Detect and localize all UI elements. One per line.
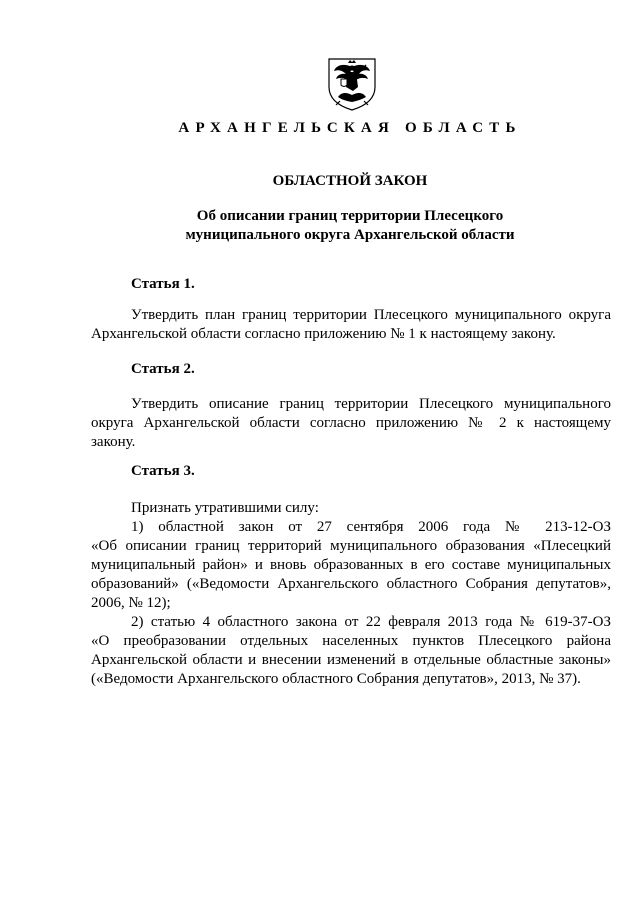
text-line: Утвердить описание границ территории Плесецкого муниципального xyxy=(131,396,611,412)
article-1-heading: Статья 1. xyxy=(131,276,195,292)
text-line: Утвердить план границ территории Плесецкого муниципального округа xyxy=(131,307,611,323)
article-1-text xyxy=(91,306,611,344)
text-line: 2) статью 4 областного закона от 22 февраля 2013 года № 619-37-ОЗ xyxy=(131,614,611,630)
text-line: «Об описании границ территорий муниципального образования «Плесецкий xyxy=(91,538,611,554)
text-line: («Ведомости Архангельского областного Собрания депутатов», 2013, № 37). xyxy=(91,671,581,687)
article-3-text xyxy=(91,499,611,689)
text-line: Архангельской области согласно приложению № 1 к настоящему закону. xyxy=(91,326,556,342)
article-2-heading: Статья 2. xyxy=(131,361,195,377)
text-line: 1) областной закон от 27 сентября 2006 года № 213-12-ОЗ xyxy=(131,519,611,535)
law-title-line: Об описании границ территории Плесецкого xyxy=(196,208,504,224)
text-line: 2006, № 12); xyxy=(91,595,171,611)
article-3-heading: Статья 3. xyxy=(131,463,195,479)
text-line: Архангельской области и внесении изменений в отдельные областные законы» xyxy=(91,652,611,668)
article-2-text xyxy=(91,395,611,452)
text-line: муниципальный район» и вновь образованных в его составе муниципальных xyxy=(91,557,611,573)
text-line: «О преобразовании отдельных населенных пунктов Плесецкого района xyxy=(91,633,611,649)
text-line: округа Архангельской области согласно приложению № 2 к настоящему xyxy=(91,415,611,431)
document-type: ОБЛАСТНОЙ ЗАКОН xyxy=(272,173,428,189)
law-title-line: муниципального округа Архангельской области xyxy=(185,227,515,243)
law-title xyxy=(0,207,640,245)
region-name: АРХАНГЕЛЬСКАЯ ОБЛАСТЬ xyxy=(178,120,522,136)
text-line: Признать утратившими силу: xyxy=(131,500,319,516)
coat-of-arms-icon xyxy=(326,57,378,111)
text-line: образований» («Ведомости Архангельского областного Собрания депутатов», xyxy=(91,576,611,592)
text-line: закону. xyxy=(91,434,136,450)
